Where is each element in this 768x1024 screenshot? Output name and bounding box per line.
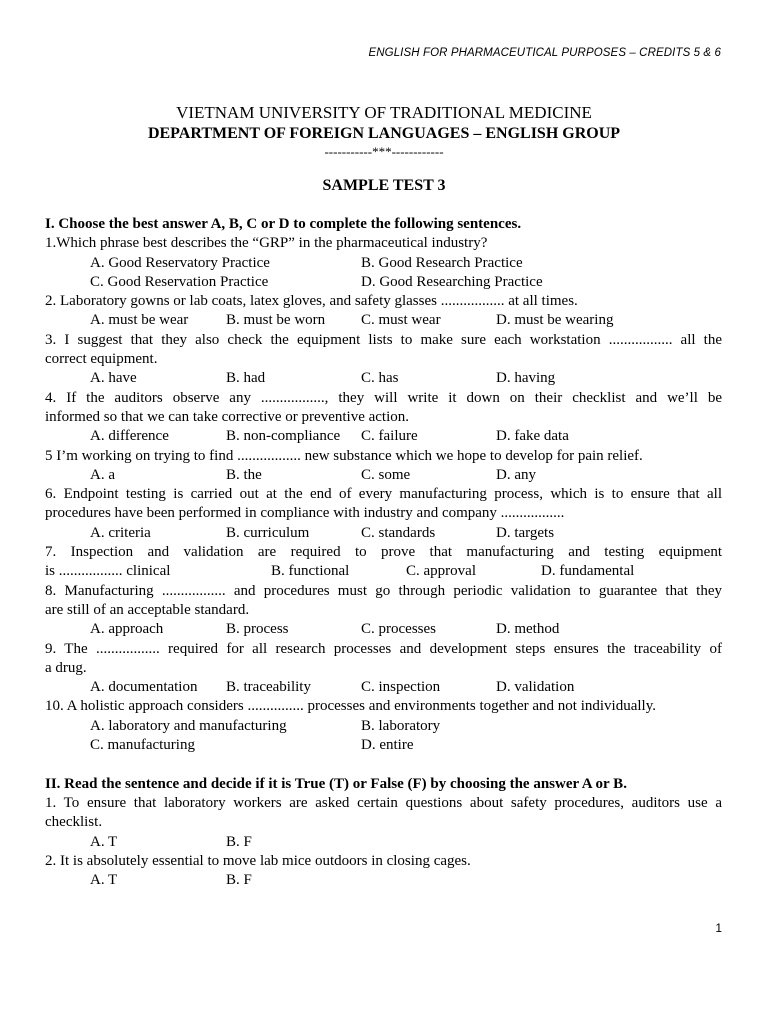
question-8-stem-line2: are still of an acceptable standard. <box>45 601 250 618</box>
option-c: C. processes <box>361 621 436 638</box>
tf-question-2-stem: 2. It is absolutely essential to move lab mice outdoors in closing cages. <box>45 852 471 869</box>
section1-instruction: I. Choose the best answer A, B, C or D to complete the following sentences. <box>45 216 522 232</box>
question-3-stem-line2: correct equipment. <box>45 351 158 368</box>
option-b: B. F <box>226 833 252 850</box>
section2-instruction: II. Read the sentence and decide if it is True (T) or False (F) by choosing the answer A or B. <box>45 775 627 792</box>
question-9-stem-line1: 9. The ................. required for all research processes and development steps ensures the traceability of <box>45 640 722 657</box>
test-title: SAMPLE TEST 3 <box>322 177 446 194</box>
question-4-stem-line1: 4. If the auditors observe any ................., they will write it down on their checklist and we’ll be <box>45 389 722 406</box>
question-2-options <box>45 311 722 330</box>
question-10-stem: 10. A holistic approach considers ............... processes and environments together and not individually. <box>45 698 656 715</box>
option-a: A. laboratory and manufacturing <box>90 717 287 734</box>
option-d: D. entire <box>361 737 414 754</box>
option-b: B. curriculum <box>226 524 310 541</box>
option-a: A. difference <box>90 428 169 445</box>
option-d: D. targets <box>496 524 555 541</box>
option-a: A. approach <box>90 621 164 638</box>
question-8-options <box>45 620 722 639</box>
option-c: C. inspection <box>361 679 441 696</box>
option-b: B. process <box>226 621 289 638</box>
option-c: C. failure <box>361 428 418 445</box>
section-gap <box>45 755 722 774</box>
tf-question-1-stem-line2: checklist. <box>45 814 103 831</box>
question-6-options <box>45 524 722 543</box>
option-b: B. non-compliance <box>226 428 341 445</box>
department-name: DEPARTMENT OF FOREIGN LANGUAGES – ENGLISH GROUP <box>147 125 621 142</box>
question-3-stem-line1: 3. I suggest that they also check the equipment lists to make sure each workstation ................. all the <box>45 331 722 348</box>
option-c: C. manufacturing <box>90 737 195 754</box>
question-1-options-row1 <box>45 254 722 273</box>
question-5-stem: 5 I’m working on trying to find ................. new substance which we hope to develop for pain relief. <box>45 447 643 464</box>
question-5-options <box>45 466 722 485</box>
option-a: A. a <box>90 466 115 483</box>
option-d: D. Good Researching Practice <box>361 273 543 290</box>
option-c: C. standards <box>361 524 436 541</box>
tf-question-1-options <box>45 833 722 852</box>
option-c: C. some <box>361 466 411 483</box>
option-b: B. had <box>226 370 266 387</box>
option-c: C. must wear <box>361 312 441 329</box>
tf-question-2-options <box>45 871 722 890</box>
question-2-stem: 2. Laboratory gowns or lab coats, latex gloves, and safety glasses ................. at all times. <box>45 293 578 310</box>
question-8-stem-line1: 8. Manufacturing ................. and procedures must go through periodic validation to guarantee that they <box>45 582 722 599</box>
option-d: D. method <box>496 621 560 638</box>
divider-stars: -----------***------------ <box>324 144 444 159</box>
option-a: A. criteria <box>90 524 151 541</box>
option-a: A. Good Reservatory Practice <box>90 254 270 271</box>
option-a: A. T <box>90 872 118 889</box>
option-d: D. validation <box>496 679 575 696</box>
option-c: C. approval <box>406 563 476 580</box>
option-d: D. having <box>496 370 556 387</box>
option-b: B. must be worn <box>226 312 326 329</box>
question-6-stem-line1: 6. Endpoint testing is carried out at the end of every manufacturing process, which is to ensure that all <box>45 486 722 503</box>
option-b: B. laboratory <box>361 717 441 734</box>
question-9-options <box>45 678 722 697</box>
option-c: C. has <box>361 370 399 387</box>
option-a: A. have <box>90 370 137 387</box>
option-a: is ................. clinical <box>45 563 171 580</box>
question-1-options-row2 <box>45 273 722 292</box>
test-body <box>45 215 722 890</box>
option-d: D. fundamental <box>541 563 635 580</box>
question-9-stem-line2: a drug. <box>45 659 87 676</box>
option-a: A. must be wear <box>90 312 189 329</box>
question-3-options <box>45 369 722 388</box>
option-d: D. any <box>496 466 536 483</box>
question-7-stem-line1: 7. Inspection and validation are required to prove that manufacturing and testing equipment <box>45 544 722 561</box>
option-b: B. functional <box>271 563 350 580</box>
option-d: D. fake data <box>496 428 569 445</box>
option-b: B. Good Research Practice <box>361 254 523 271</box>
option-c: C. Good Reservation Practice <box>90 273 269 290</box>
question-1-stem: 1.Which phrase best describes the “GRP” in the pharmaceutical industry? <box>45 235 488 252</box>
option-d: D. must be wearing <box>496 312 614 329</box>
question-4-stem-line2: informed so that we can take corrective or preventive action. <box>45 408 410 425</box>
question-6-stem-line2: procedures have been performed in compliance with industry and company ................. <box>45 505 565 522</box>
question-10-options-row2 <box>45 736 722 755</box>
question-10-options-row1 <box>45 717 722 736</box>
option-b: B. traceability <box>226 679 311 696</box>
running-header: ENGLISH FOR PHARMACEUTICAL PURPOSES – CREDITS 5 & 6 <box>368 47 721 59</box>
option-b: B. the <box>226 466 262 483</box>
option-a: A. T <box>90 833 118 850</box>
option-a: A. documentation <box>90 679 198 696</box>
page-number: 1 <box>715 921 722 935</box>
question-7-options <box>45 562 722 581</box>
option-b: B. F <box>226 872 252 889</box>
tf-question-1-stem-line1: 1. To ensure that laboratory workers are asked certain questions about safety procedures, auditors use a <box>45 794 722 811</box>
university-name: VIETNAM UNIVERSITY OF TRADITIONAL MEDICINE <box>176 103 592 122</box>
question-4-options <box>45 427 722 446</box>
